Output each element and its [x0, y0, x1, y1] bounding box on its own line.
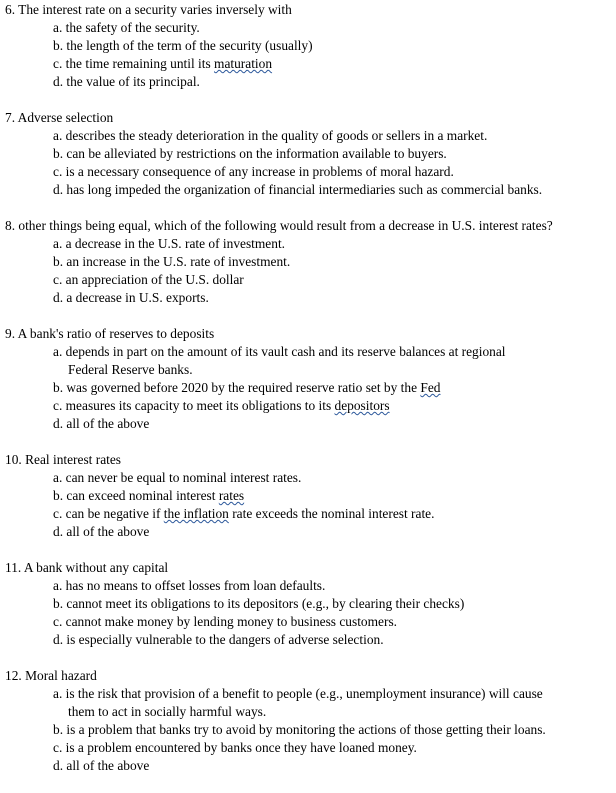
question-stem: 8. other things being equal, which of the following would result from a decrease in U.S. interest rates?: [5, 218, 553, 233]
question-stem: 7. Adverse selection: [5, 110, 114, 125]
option-a: a. depends in part on the amount of its vault cash and its reserve balances at regional: [53, 344, 506, 359]
question-10: [5, 451, 613, 541]
question-9: [5, 325, 613, 433]
option-b: [5, 379, 613, 397]
option-a: a. is the risk that provision of a benefit to people (e.g., unemployment insurance) will cause: [53, 686, 543, 701]
question-12: [5, 667, 613, 775]
option-text-tail: rate exceeds the nominal interest rate.: [228, 506, 435, 521]
option-a: a. can never be equal to nominal interest rates.: [53, 470, 302, 485]
option-b: b. the length of the term of the security (usually): [53, 38, 313, 53]
option-b: b. can be alleviated by restrictions on the information available to buyers.: [53, 146, 447, 161]
option-d: d. all of the above: [53, 416, 150, 431]
question-8: [5, 217, 613, 307]
spellcheck-underlined-word: rates: [218, 488, 245, 503]
spellcheck-underlined-word: maturation: [214, 56, 273, 71]
option-d: d. is especially vulnerable to the dangers of adverse selection.: [53, 632, 384, 647]
question-stem: 6. The interest rate on a security varies inversely with: [5, 2, 292, 17]
spellcheck-underlined-word: Fed: [420, 380, 441, 395]
option-d: d. has long impeded the organization of financial intermediaries such as commercial banks.: [53, 182, 543, 197]
option-c: [5, 397, 613, 415]
option-a: a. has no means to offset losses from loan defaults.: [53, 578, 326, 593]
option-c: c. an appreciation of the U.S. dollar: [53, 272, 244, 287]
spellcheck-underlined-word: the inflation: [163, 506, 229, 521]
option-a: a. describes the steady deterioration in the quality of goods or sellers in a market.: [53, 128, 488, 143]
option-c: c. is a problem encountered by banks once they have loaned money.: [53, 740, 417, 755]
option-b: b. cannot meet its obligations to its depositors (e.g., by clearing their checks): [53, 596, 465, 611]
option-a-continuation: them to act in socially harmful ways.: [68, 704, 267, 719]
option-b: b. is a problem that banks try to avoid by monitoring the actions of those getting their loans.: [53, 722, 546, 737]
question-stem: 11. A bank without any capital: [5, 560, 169, 575]
question-11: [5, 559, 613, 649]
option-c: [5, 55, 613, 73]
option-a: a. a decrease in the U.S. rate of investment.: [53, 236, 286, 251]
option-b: b. an increase in the U.S. rate of investment.: [53, 254, 291, 269]
option-text: b. can exceed nominal interest: [53, 488, 219, 503]
option-text: c. can be negative if: [53, 506, 164, 521]
option-text: c. the time remaining until its: [53, 56, 215, 71]
document-page: [5, 1, 613, 793]
option-c: c. cannot make money by lending money to business customers.: [53, 614, 397, 629]
question-stem: 10. Real interest rates: [5, 452, 122, 467]
option-text: b. was governed before 2020 by the required reserve ratio set by the: [53, 380, 421, 395]
option-d: d. all of the above: [53, 524, 150, 539]
option-d: d. all of the above: [53, 758, 150, 773]
option-a-continuation: Federal Reserve banks.: [68, 362, 193, 377]
spellcheck-underlined-word: depositors: [334, 398, 390, 413]
option-d: d. a decrease in U.S. exports.: [53, 290, 209, 305]
option-d: d. the value of its principal.: [53, 74, 200, 89]
question-7: [5, 109, 613, 199]
question-stem: 12. Moral hazard: [5, 668, 97, 683]
question-stem: 9. A bank's ratio of reserves to deposits: [5, 326, 215, 341]
option-c: [5, 505, 613, 523]
option-b: [5, 487, 613, 505]
question-6: [5, 1, 613, 91]
option-text: c. measures its capacity to meet its obligations to its: [53, 398, 335, 413]
option-a: a. the safety of the security.: [53, 20, 200, 35]
option-c: c. is a necessary consequence of any increase in problems of moral hazard.: [53, 164, 454, 179]
